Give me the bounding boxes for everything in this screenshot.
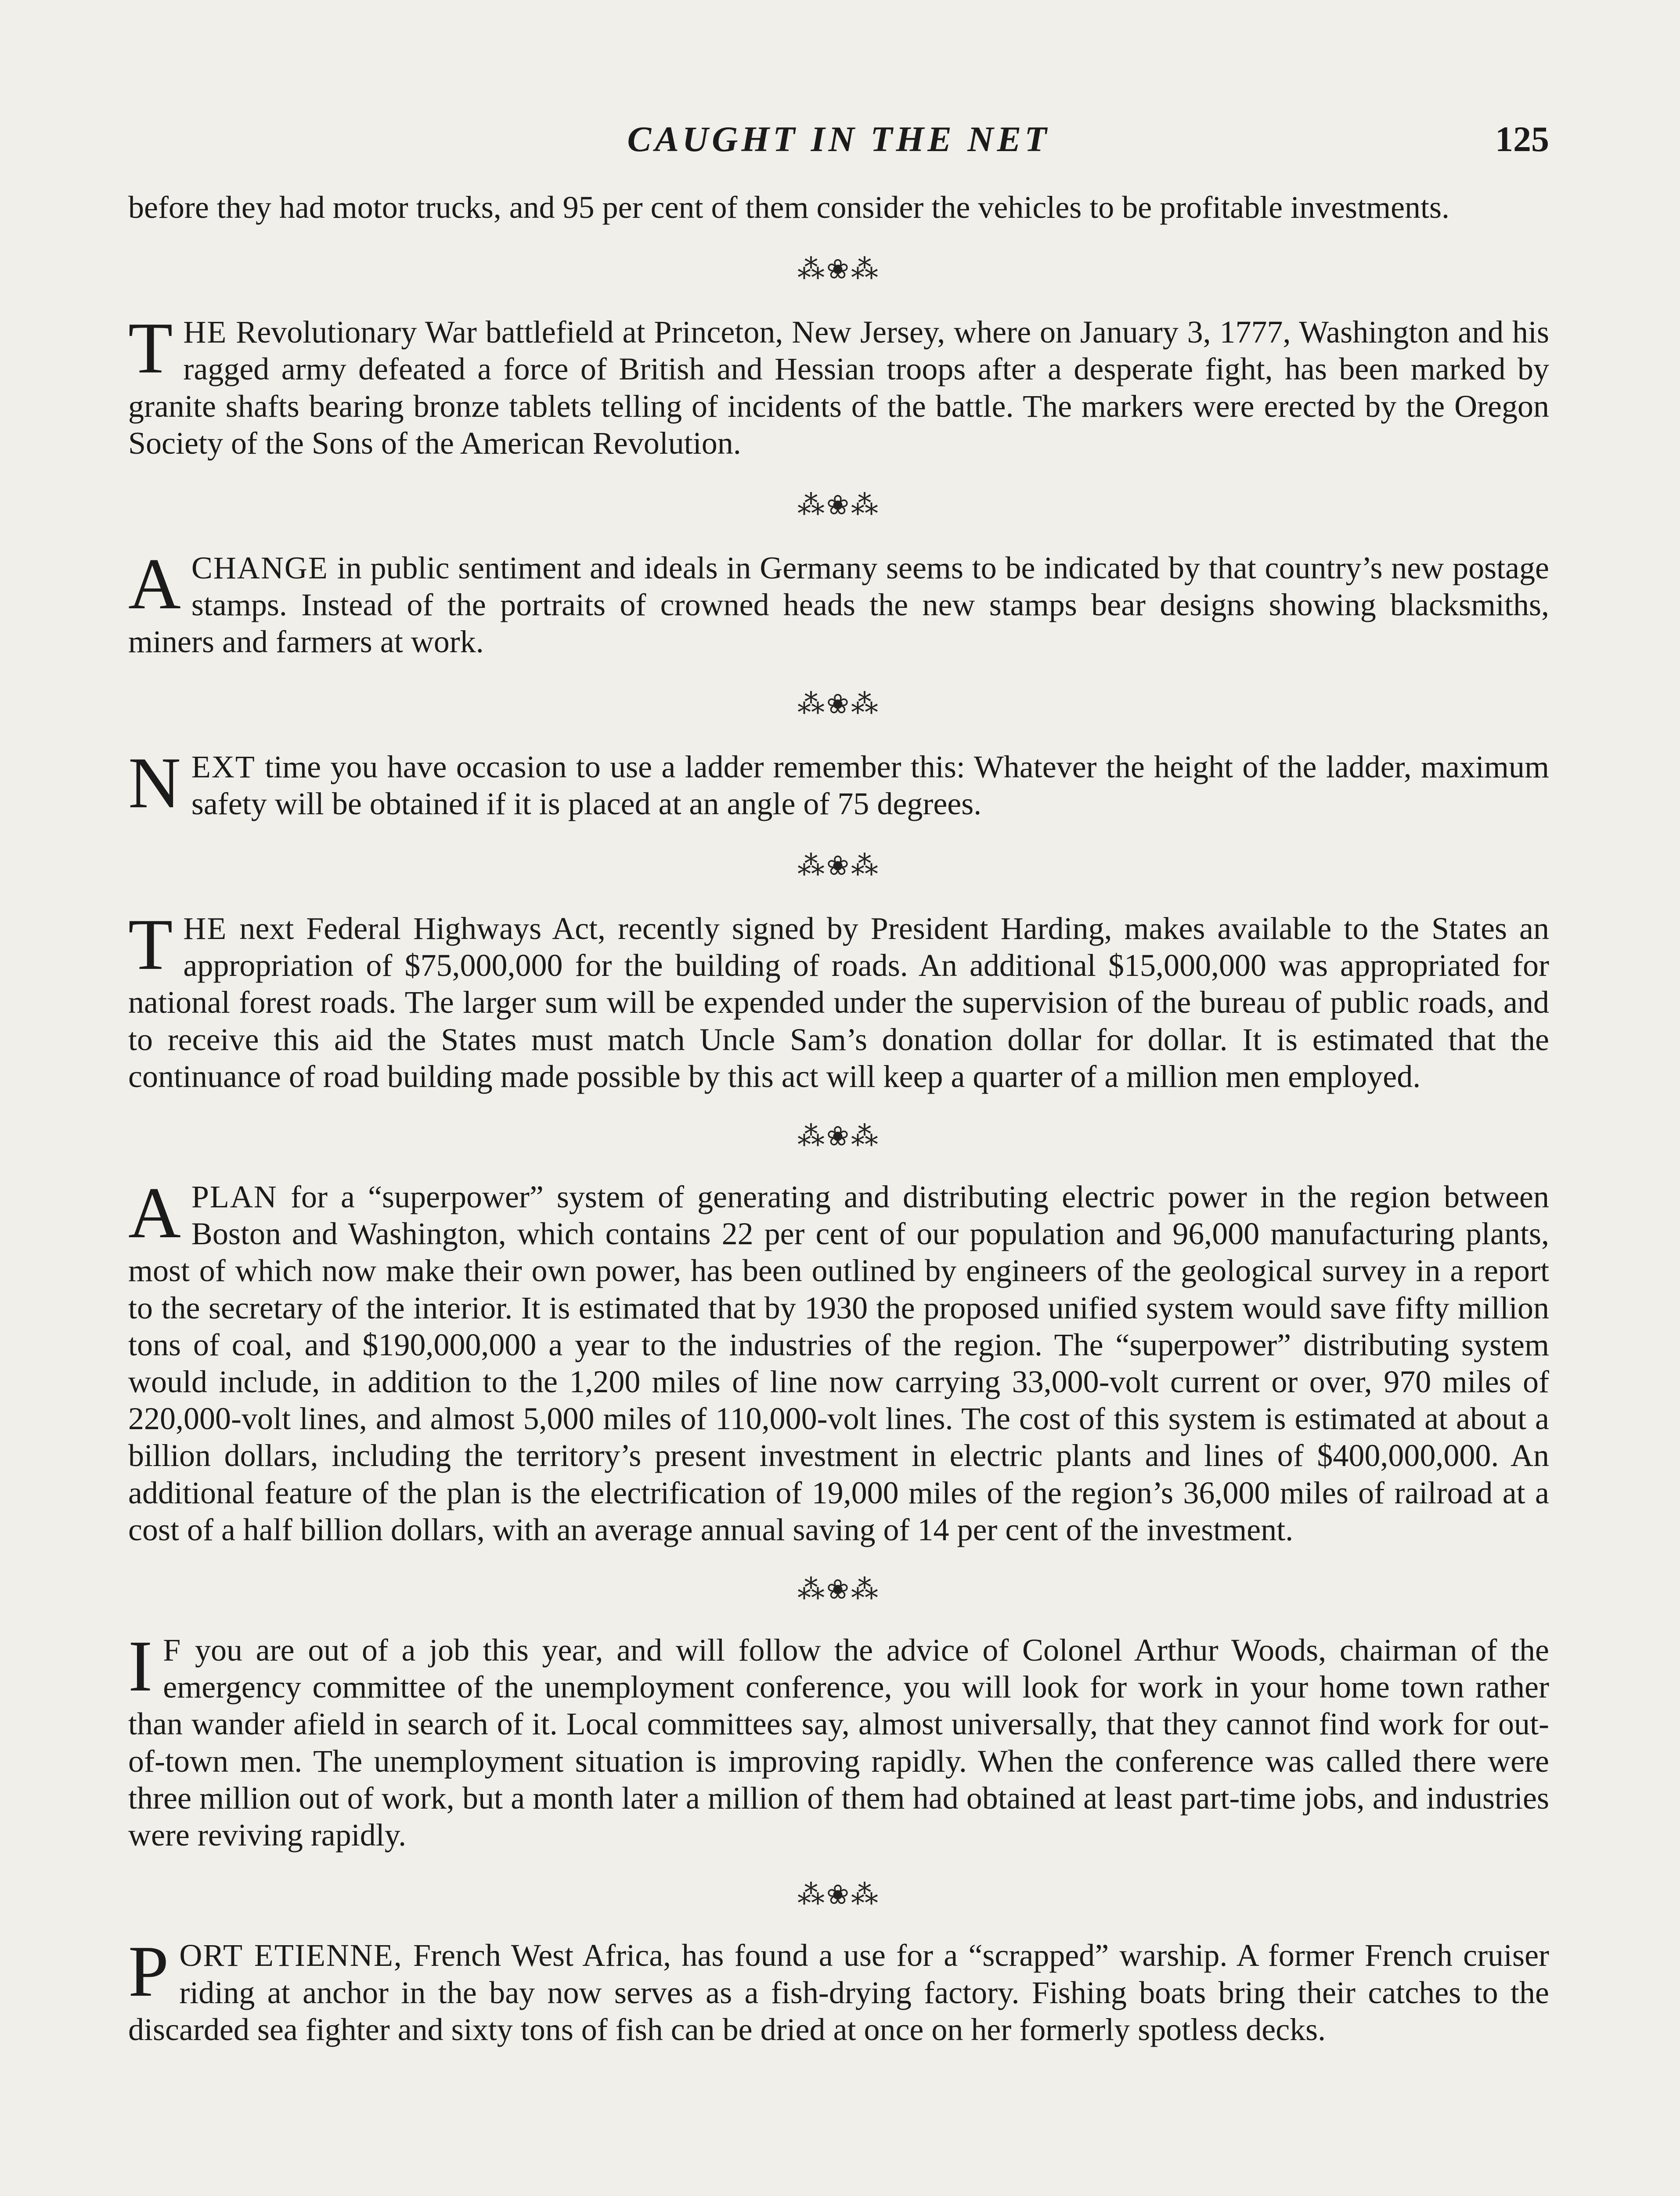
paragraph-text: time you have occasion to use a ladder remember this: Whatever the height of the ladder, maximum safety will be obtained if it is placed at an angle of 75 degrees. [191, 749, 1549, 821]
ornament-divider: ⁂❀⁂ [797, 851, 880, 881]
page-number: 125 [1495, 119, 1549, 159]
ornament-divider: ⁂❀⁂ [797, 689, 880, 719]
paragraph-text: for a “superpower” system of generating and distributing electric power in the region between Boston and Washington, which contains 22 per cent of our population and 96,000 manufacturing plants, most of which now make their own power, has been outlined by engineers of the geological survey in a report to the secretary of the interior. It is estimated that by 1930 the proposed unified system would save fifty million tons of coal, and $190,000,000 a year to the industries of the region. The “superpower” distributing system would include, in addition to the 1,200 miles of line now carrying 33,000-volt current or over, 970 miles of 220,000-volt lines, and almost 5,000 miles of 110,000-volt lines. The cost of this system is estimated at about a billion dollars, including the territory’s present investment in electric plants and lines of $400,000,000. An additional feature of the plan is the electrification of 19,000 miles of the region’s 36,000 miles of railroad at a cost of a half billion dollars, with an average annual saving of 14 per cent of the investment. [128, 1179, 1549, 1547]
paragraph-text: Revolutionary War battlefield at Princeton, New Jersey, where on January 3, 1777, Washington and his ragged army defeated a force of British and Hessian troops after a desperate fight, has been marked by granite shafts bearing bronze tablets telling of incidents of the battle. The markers were erected by the Oregon Society of the Sons of the American Revolution. [128, 314, 1549, 461]
ornament-divider: ⁂❀⁂ [797, 255, 880, 285]
paragraph-text: next Federal Highways Act, recently signed by President Harding, makes available to the States an appropriation of $75,000,000 for the building of roads. An additional $15,000,000 was appropriated for national forest roads. The larger sum will be expended under the supervision of the bureau of public roads, and to receive this aid the States must match Uncle Sam’s donation dollar for dollar. It is estimated that the continuance of road building made possible by this act will keep a quarter of a million men employed. [128, 911, 1549, 1094]
drop-cap: T [128, 904, 173, 985]
drop-cap: N [128, 742, 181, 823]
paragraph-text: French West Africa, has found a use for a “scrapped” warship. A former French cruiser riding at anchor in the bay now serves as a fish-drying factory. Fishing boats bring their catches to the discarded sea fighter and sixty tons of fish can be dried at once on her formerly spotless decks. [128, 1938, 1550, 2047]
paragraph-unemployment [128, 1625, 1549, 1853]
drop-cap: T [128, 307, 173, 389]
lead-word: EXT [191, 749, 256, 784]
lead-word: PLAN [191, 1179, 278, 1215]
paragraph-text: you are out of a job this year, and will follow the advice of Colonel Arthur Woods, chairman of the emergency committee of the unemployment conference, you will look for work in your home town rather than wander afield in search of it. Local committees say, almost universally, that they cannot find work for out-of-town men. The unemployment situation is improving rapidly. When the conference was called there were three million out of work, but a month later a million of them had obtained at least part-time jobs, and industries were reviving rapidly. [128, 1633, 1549, 1853]
paragraph-text: in public sentiment and ideals in Germany seems to be indicated by that country’s new postage stamps. Instead of the portraits of crowned heads the new stamps bear designs showing blacksmiths, miners and farmers at work. [128, 550, 1549, 660]
paragraph-ladder [128, 742, 1549, 823]
drop-cap: A [128, 1172, 181, 1253]
paragraph-highways-act [128, 904, 1549, 1095]
ornament-divider: ⁂❀⁂ [797, 1575, 880, 1605]
drop-cap: I [128, 1625, 153, 1707]
paragraph-superpower [128, 1172, 1549, 1548]
paragraph-germany-stamps [128, 543, 1549, 661]
running-head: CAUGHT IN THE NET [627, 119, 1050, 159]
lead-word: F [163, 1633, 182, 1668]
drop-cap: A [128, 543, 181, 625]
drop-cap: P [128, 1931, 169, 2012]
lead-word: HE [183, 314, 227, 350]
ornament-divider: ⁂❀⁂ [797, 1122, 880, 1152]
article-body [128, 189, 1549, 2048]
paragraph-continuation [128, 189, 1549, 226]
lead-word: HE [183, 911, 227, 946]
paragraph-text: before they had motor trucks, and 95 per cent of them consider the vehicles to be profitable investments. [128, 190, 1450, 225]
lead-word: ORT ETIENNE, [179, 1938, 403, 1973]
page-header [128, 119, 1549, 167]
paragraph-port-etienne [128, 1931, 1550, 2048]
ornament-divider: ⁂❀⁂ [797, 1880, 880, 1911]
paragraph-princeton [128, 307, 1549, 462]
lead-word: CHANGE [191, 550, 328, 586]
ornament-divider: ⁂❀⁂ [797, 491, 880, 521]
